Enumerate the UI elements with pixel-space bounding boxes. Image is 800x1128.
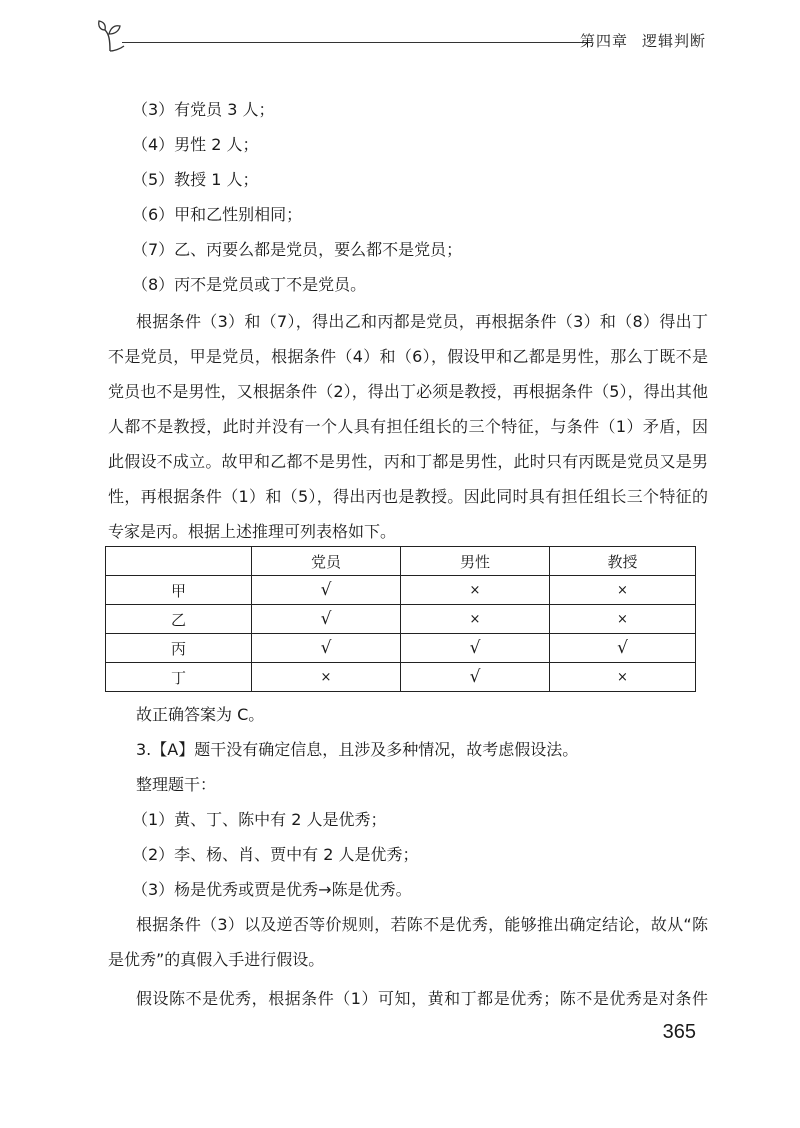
page-number: 365 [662, 1021, 696, 1043]
table-cell: √ [252, 634, 401, 663]
q3-condition-2: （2）李、杨、肖、贾中有 2 人是优秀； [132, 845, 419, 864]
table-row [106, 634, 696, 663]
q3-condition-3: （3）杨是优秀或贾是优秀→陈是优秀。 [132, 880, 412, 899]
condition-5: （5）教授 1 人； [132, 170, 259, 189]
row-label: 乙 [106, 605, 252, 634]
table-cell: √ [252, 605, 401, 634]
q3-para1-line: 根据条件（3）以及逆否等价规则，若陈不是优秀，能够推出确定结论，故从“陈 [136, 915, 708, 934]
chapter-title [580, 30, 706, 51]
row-label: 甲 [106, 576, 252, 605]
condition-7: （7）乙、丙要么都是党员，要么都不是党员； [132, 240, 463, 259]
row-label: 丁 [106, 663, 252, 692]
q3-para2-line: 假设陈不是优秀，根据条件（1）可知，黄和丁都是优秀；陈不是优秀是对条件 [136, 989, 708, 1008]
table-row [106, 576, 696, 605]
condition-4: （4）男性 2 人； [132, 135, 259, 154]
reasoning-paragraph [108, 304, 708, 549]
condition-6: （6）甲和乙性别相同； [132, 205, 303, 224]
running-header [96, 18, 706, 58]
chapter-number: 第四章 [579, 32, 628, 50]
table-row [106, 605, 696, 634]
table-header-cell [106, 547, 252, 576]
q3-para1-line: 是优秀”的真假入手进行假设。 [108, 950, 325, 969]
sprout-icon [96, 18, 126, 52]
row-label: 丙 [106, 634, 252, 663]
table-cell: √ [401, 663, 550, 692]
table-cell: √ [401, 634, 550, 663]
organize-label: 整理题干： [136, 775, 217, 794]
table-row [106, 663, 696, 692]
reasoning-line: 专家是丙。根据上述推理可列表格如下。 [108, 522, 397, 541]
question-3-title: 3.【A】题干没有确定信息，且涉及多种情况，故考虑假设法。 [136, 740, 579, 759]
table-cell: × [401, 605, 550, 634]
reasoning-line: 党员也不是男性，又根据条件（2），得出丁必须是教授，再根据条件（5），得出其他 [108, 382, 708, 401]
table-cell: √ [252, 576, 401, 605]
q3-condition-1: （1）黄、丁、陈中有 2 人是优秀； [132, 810, 387, 829]
answer-section [108, 697, 708, 1016]
answer-line: 故正确答案为 C。 [136, 705, 265, 724]
table-cell: × [401, 576, 550, 605]
body-text [108, 92, 708, 549]
reasoning-line: 不是党员，甲是党员，根据条件（4）和（6），假设甲和乙都是男性，那么丁既不是 [108, 347, 708, 366]
reasoning-line: 性，再根据条件（1）和（5），得出丙也是教授。因此同时具有担任组长三个特征的 [108, 487, 708, 506]
truth-table [105, 546, 696, 692]
reasoning-line: 此假设不成立。故甲和乙都不是男性，丙和丁都是男性，此时只有丙既是党员又是男 [108, 452, 708, 471]
table-cell: × [550, 663, 696, 692]
table-header-cell: 党员 [252, 547, 401, 576]
header-rule [122, 42, 592, 43]
table-cell: × [252, 663, 401, 692]
table-header-cell: 男性 [401, 547, 550, 576]
reasoning-line: 根据条件（3）和（7），得出乙和丙都是党员，再根据条件（3）和（8）得出丁 [136, 312, 708, 331]
table-cell: × [550, 576, 696, 605]
condition-8: （8）丙不是党员或丁不是党员。 [132, 275, 367, 294]
table-header-cell: 教授 [550, 547, 696, 576]
table-cell: × [550, 605, 696, 634]
table-cell: √ [550, 634, 696, 663]
section-title: 逻辑判断 [641, 32, 706, 50]
table-header-row [106, 547, 696, 576]
reasoning-line: 人都不是教授，此时并没有一个人具有担任组长的三个特征，与条件（1）矛盾，因 [108, 417, 708, 436]
condition-3: （3）有党员 3 人； [132, 100, 275, 119]
